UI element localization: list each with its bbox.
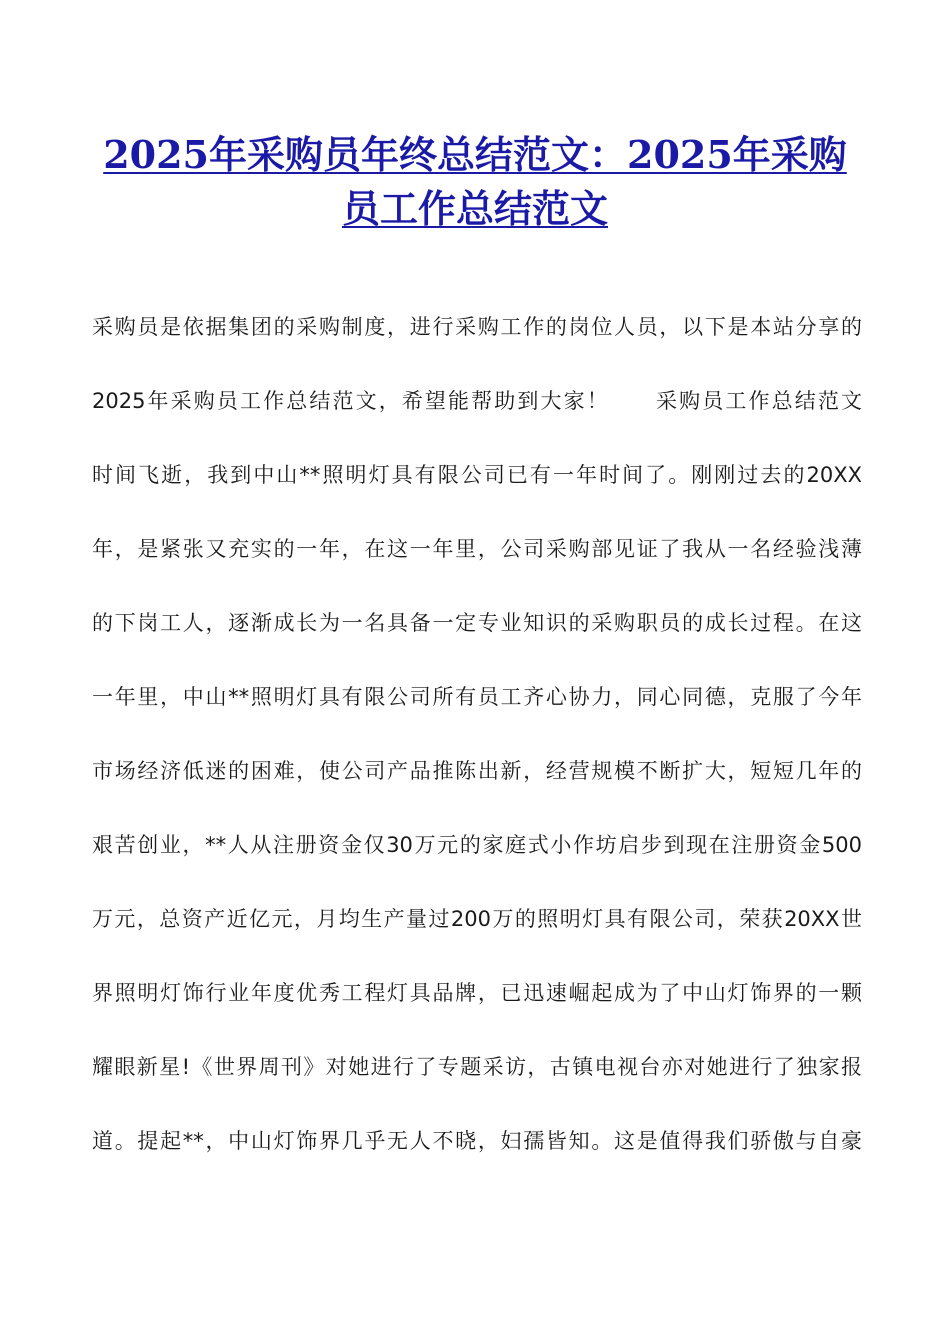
body-line: 耀眼新星!《世界周刊》对她进行了专题采访，古镇电视台亦对她进行了独家报 [92, 1055, 862, 1079]
title-link[interactable] [90, 128, 860, 236]
body-line: 道。提起**，中山灯饰界几乎无人不晓，妇孺皆知。这是值得我们骄傲与自豪 [92, 1129, 862, 1153]
body-line: 2025年采购员工作总结范文，希望能帮助到大家！ 采购员工作总结范文 [92, 389, 862, 413]
title-line-2: 员工作总结范文 [341, 186, 608, 231]
body-line: 采购员是依据集团的采购制度，进行采购工作的岗位人员，以下是本站分享的 [92, 315, 862, 339]
body-line: 的下岗工人，逐渐成长为一名具备一定专业知识的采购职员的成长过程。在这 [92, 611, 862, 635]
body-line: 市场经济低迷的困难，使公司产品推陈出新，经营规模不断扩大，短短几年的 [92, 759, 862, 783]
body-line: 界照明灯饰行业年度优秀工程灯具品牌，已迅速崛起成为了中山灯饰界的一颗 [92, 981, 862, 1005]
body-line: 年，是紧张又充实的一年，在这一年里，公司采购部见证了我从一名经验浅薄 [92, 537, 862, 561]
body-line: 艰苦创业，**人从注册资金仅30万元的家庭式小作坊启步到现在注册资金500 [92, 833, 862, 857]
body-line: 时间飞逝，我到中山**照明灯具有限公司已有一年时间了。刚刚过去的20XX [92, 463, 862, 487]
body-line: 一年里，中山**照明灯具有限公司所有员工齐心协力，同心同德，克服了今年 [92, 685, 862, 709]
document-title [90, 128, 860, 236]
document-body [92, 304, 862, 1192]
title-line-1: 2025年采购员年终总结范文：2025年采购 [103, 132, 847, 177]
body-line: 万元，总资产近亿元，月均生产量过200万的照明灯具有限公司，荣获20XX世 [92, 907, 862, 931]
